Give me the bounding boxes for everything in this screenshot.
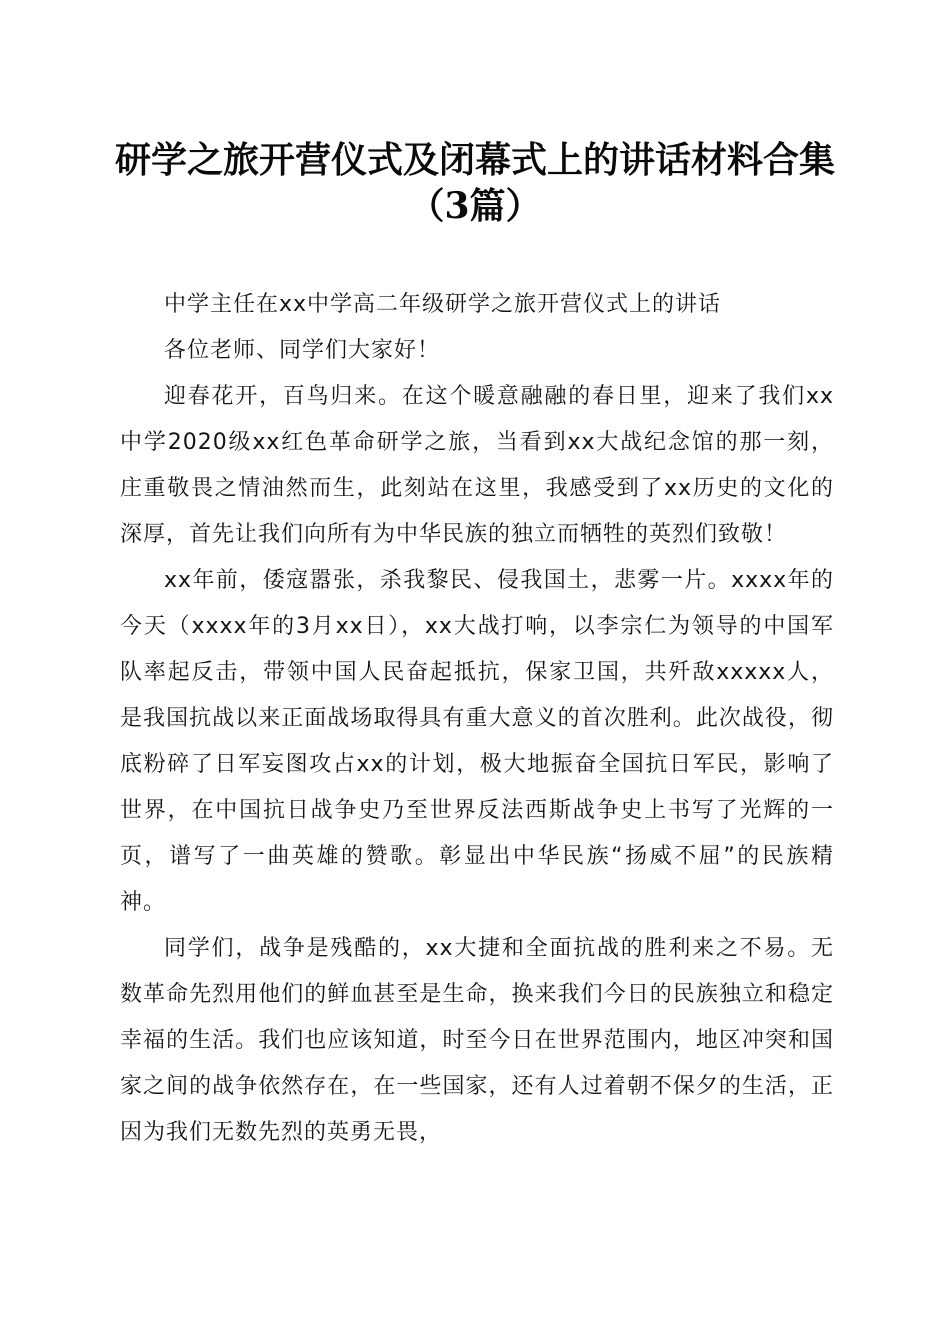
body-paragraph: 迎春花开，百鸟归来。在这个暖意融融的春日里，迎来了我们xx中学2020级xx红色革命研学之旅，当看到xx大战纪念馆的那一刻，庄重敬畏之情油然而生，此刻站在这里，我感受到了xx历史的文化的深厚，首先让我们向所有为中华民族的独立而牺牲的英烈们致敬！ (120, 384, 834, 547)
greeting-paragraph: 各位老师、同学们大家好！ (164, 338, 441, 363)
document-body (120, 282, 834, 1156)
body-paragraph: 同学们，战争是残酷的，xx大捷和全面抗战的胜利来之不易。无数革命先烈用他们的鲜血甚至是生命，换来我们今日的民族独立和稳定幸福的生活。我们也应该知道，时至今日在世界范围内，地区冲突和国家之间的战争依然存在，在一些国家，还有人过着朝不保夕的生活，正因为我们无数先烈的英勇无畏， (120, 936, 834, 1145)
document-title-count: （3篇） (408, 185, 542, 227)
speech-heading: 中学主任在xx中学高二年级研学之旅开营仪式上的讲话 (164, 292, 722, 317)
document-title: 研学之旅开营仪式及闭幕式上的讲话材料合集 (114, 139, 835, 181)
body-paragraph: xx年前，倭寇嚣张，杀我黎民、侵我国土，悲雾一片。xxxx年的今天（xxxx年的3月xx日），xx大战打响，以李宗仁为领导的中国军队率起反击，带领中国人民奋起抵抗，保家卫国，共歼敌xxxxx人，是我国抗战以来正面战场取得具有重大意义的首次胜利。此次战役，彻底粉碎了日军妄图攻占xx的计划，极大地振奋全国抗日军民，影响了世界，在中国抗日战争史乃至世界反法西斯战争史上书写了光辉的一页，谱写了一曲英雄的赞歌。彰显出中华民族“扬威不屈”的民族精神。 (120, 568, 834, 915)
